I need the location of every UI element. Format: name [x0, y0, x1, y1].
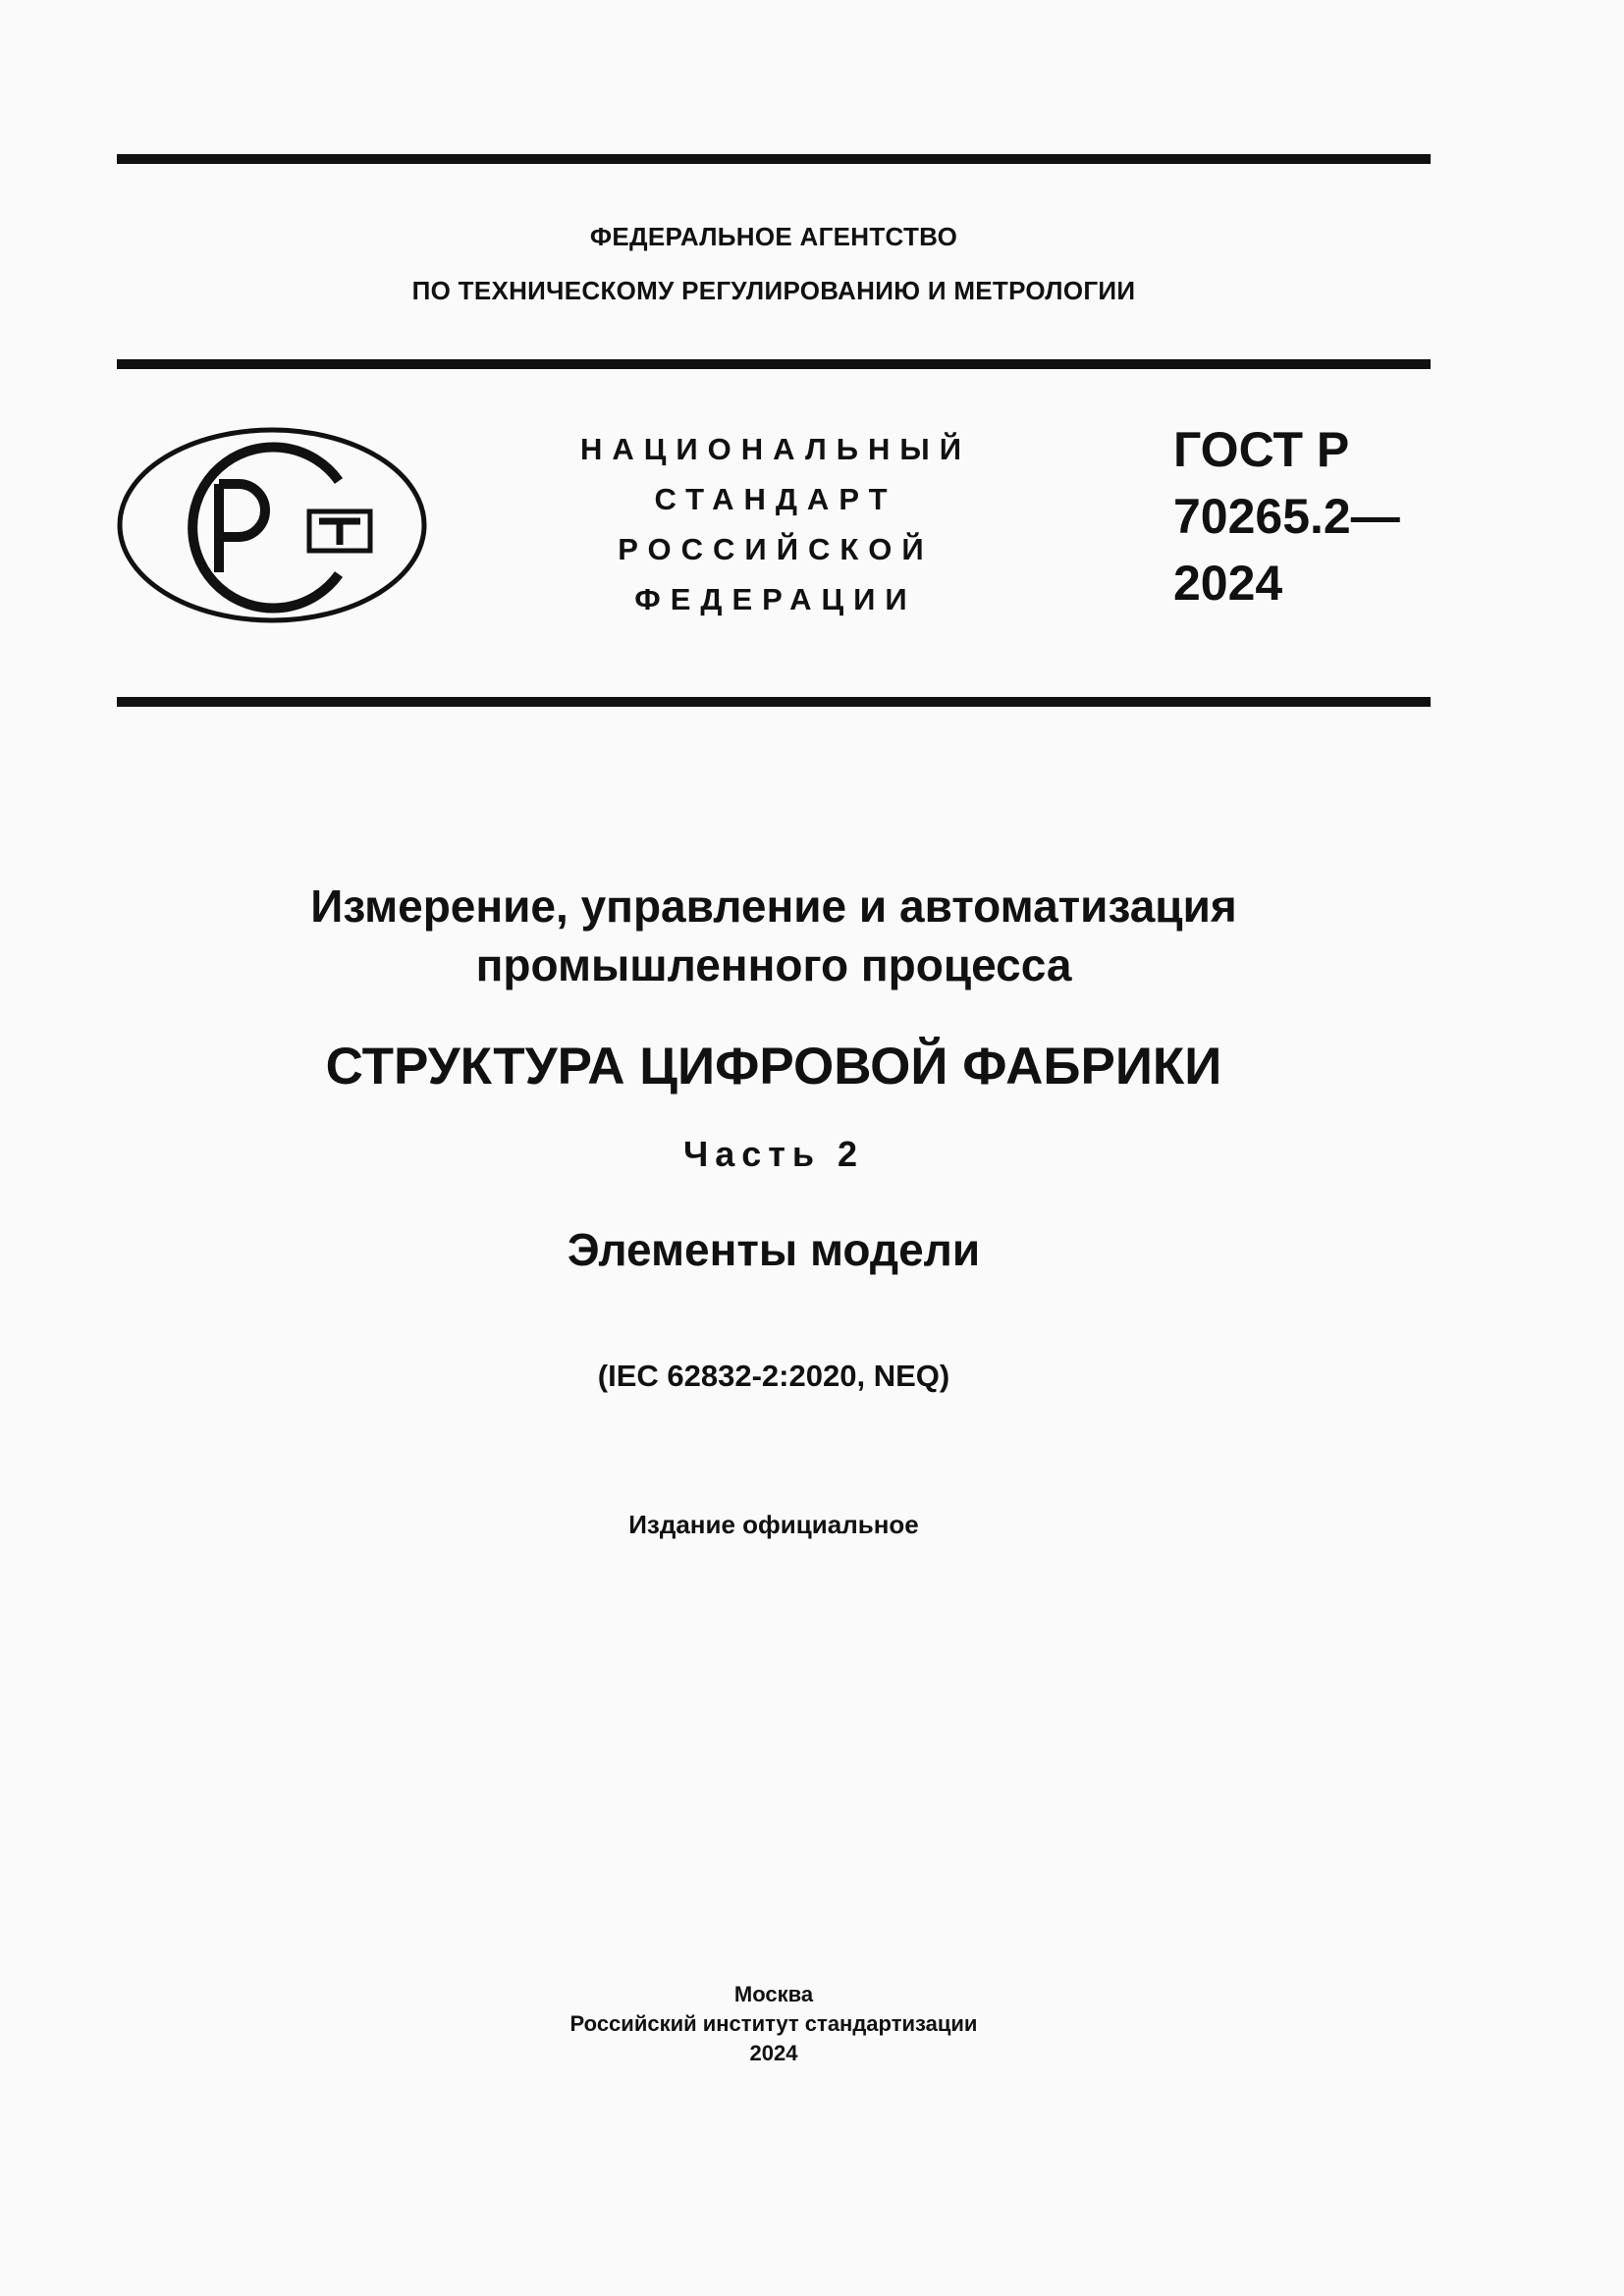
top-rule — [117, 154, 1431, 164]
agency-name-line1: ФЕДЕРАЛЬНОЕ АГЕНТСТВО — [589, 222, 958, 251]
main-title: СТРУКТУРА ЦИФРОВОЙ ФАБРИКИ — [325, 1038, 1222, 1095]
header-rule — [117, 359, 1431, 369]
publisher-institute: Российский институт стандартизации — [569, 2011, 978, 2036]
gost-line1: ГОСТ Р — [1173, 422, 1350, 477]
gost-line3: 2024 — [1173, 556, 1283, 611]
publisher-block — [117, 1980, 1431, 2068]
national-standard-line: НАЦИОНАЛЬНЫЙ — [579, 432, 972, 466]
iec-reference: (IEC 62832-2:2020, NEQ) — [597, 1359, 950, 1393]
title-line1: Измерение, управление и автоматизация — [310, 881, 1237, 932]
publisher-city: Москва — [733, 1982, 814, 2006]
gost-line2: 70265.2— — [1173, 489, 1400, 544]
agency-name-line2: ПО ТЕХНИЧЕСКОМУ РЕГУЛИРОВАНИЮ И МЕТРОЛОГИИ — [411, 276, 1136, 305]
header-bottom-rule — [117, 697, 1431, 707]
title-line2: промышленного процесса — [475, 939, 1072, 990]
national-standard-line: СТАНДАРТ — [654, 482, 897, 516]
subtitle: Элементы модели — [567, 1224, 981, 1275]
edition-label: Издание официальное — [628, 1510, 919, 1539]
national-standard-line: РОССИЙСКОЙ — [618, 532, 934, 566]
national-standard-caption — [550, 424, 1001, 624]
document-title — [117, 877, 1431, 994]
rst-certification-mark-icon — [117, 427, 427, 623]
part-label: Часть 2 — [682, 1134, 865, 1174]
publisher-year: 2024 — [749, 2041, 798, 2065]
gost-designation — [1173, 416, 1400, 616]
national-standard-line: ФЕДЕРАЦИИ — [634, 582, 917, 616]
